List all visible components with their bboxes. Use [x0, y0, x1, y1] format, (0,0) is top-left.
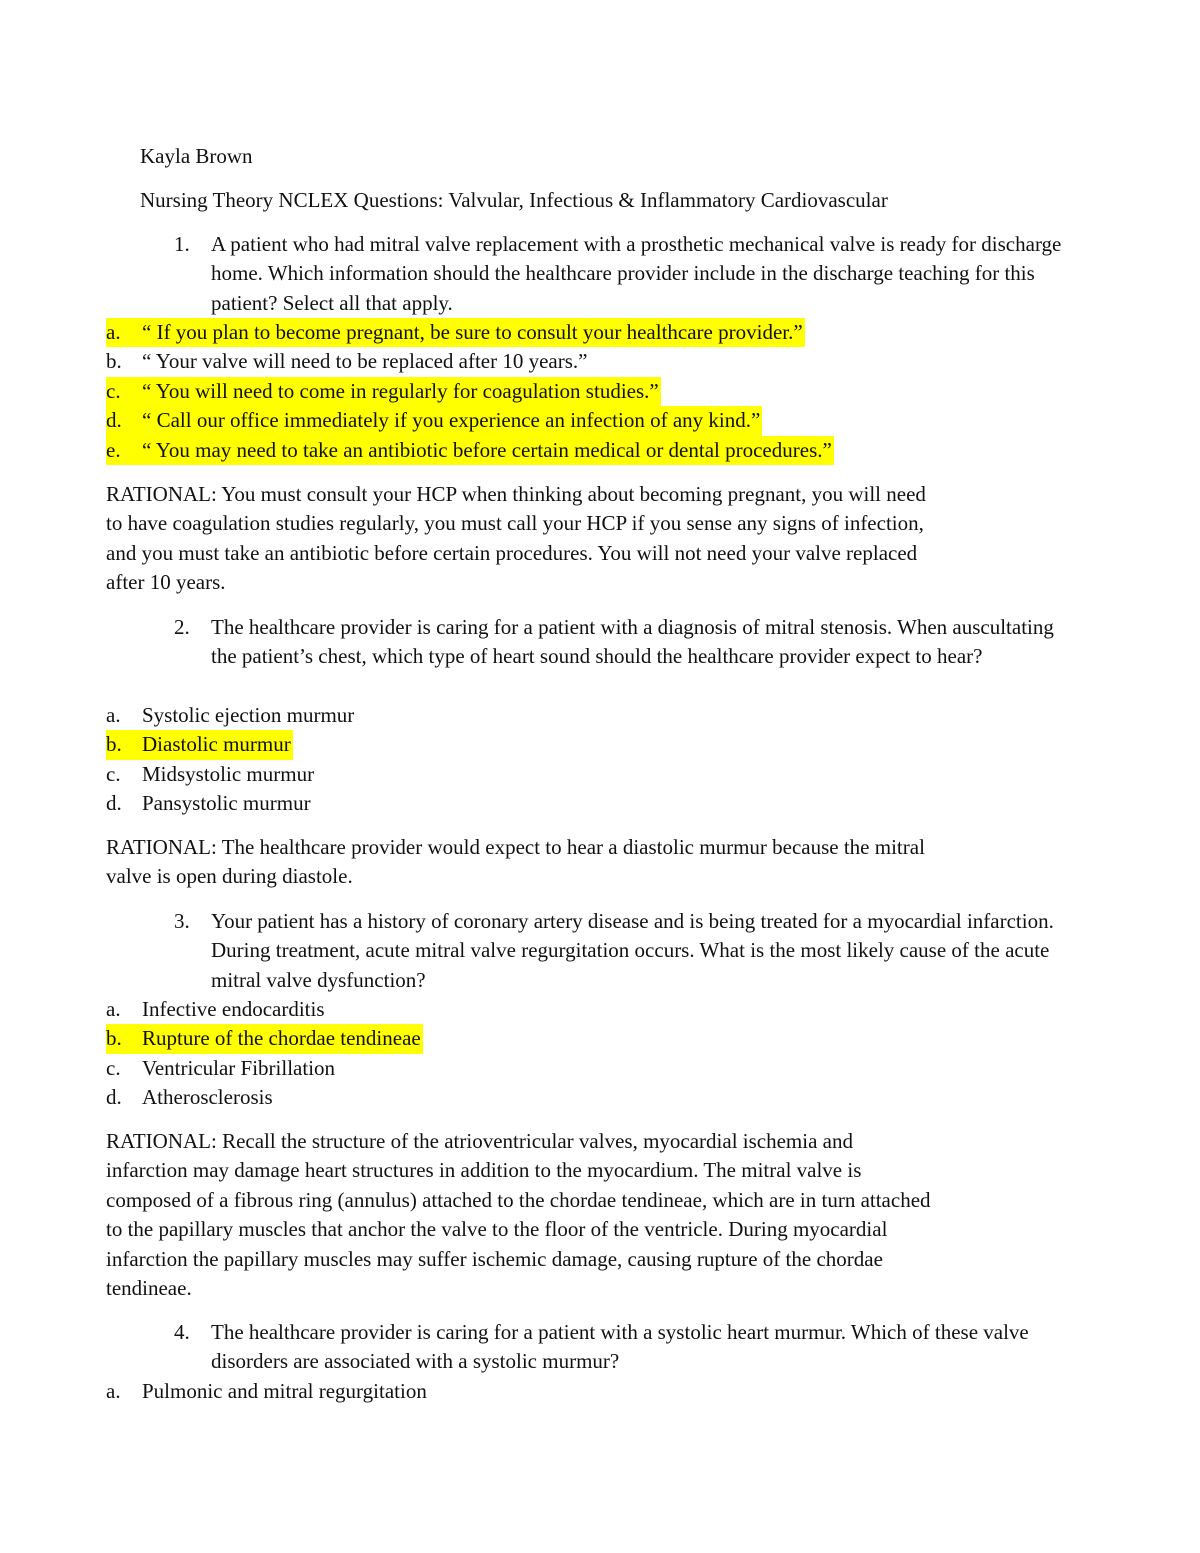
question-number: 1.: [174, 232, 190, 256]
question-text: The healthcare provider is caring for a patient with a diagnosis of mitral stenosis. When auscultating the patient’s chest, which type of heart sound should the healthcare provider expect to hear?: [211, 615, 1054, 669]
option-text: “ Call our office immediately if you experience an infection of any kind.”: [142, 406, 762, 435]
question-3-options: [106, 995, 966, 1113]
question-4-options: [106, 1377, 966, 1406]
option-text: Rupture of the chordae tendineae: [142, 1024, 423, 1053]
question-2-rationale: RATIONAL: The healthcare provider would expect to hear a diastolic murmur because the mitral valve is open during diastole.: [106, 835, 925, 889]
option-text: Diastolic murmur: [142, 730, 293, 759]
option-item: [106, 1377, 966, 1406]
option-item: [106, 347, 966, 376]
option-item: [106, 730, 966, 759]
option-item: [106, 1083, 966, 1112]
question-4: [140, 1318, 1070, 1378]
option-letter: b.: [106, 730, 146, 759]
option-text: Atherosclerosis: [142, 1085, 273, 1110]
option-text: “ Your valve will need to be replaced after 10 years.”: [142, 349, 588, 374]
option-item: [106, 1054, 966, 1083]
option-letter: b.: [106, 349, 122, 374]
question-2-options: [106, 701, 966, 819]
option-item: [106, 789, 966, 818]
option-text: “ You may need to take an antibiotic before certain medical or dental procedures.”: [142, 436, 834, 465]
option-item: [106, 436, 966, 465]
option-item: [106, 760, 966, 789]
option-letter: c.: [106, 761, 121, 786]
option-text: “ You will need to come in regularly for coagulation studies.”: [142, 377, 661, 406]
question-1-rationale: RATIONAL: You must consult your HCP when thinking about becoming pregnant, you will need to have coagulation studies regularly, you must call your HCP if you sense any signs of infection, and you must take an antibiotic before certain procedures. You will not need your valve replaced after 10 years.: [106, 482, 926, 595]
option-letter: c.: [106, 1055, 121, 1080]
question-3-rationale: RATIONAL: Recall the structure of the atrioventricular valves, myocardial ischemia and infarction may damage heart structures in addition to the myocardium. The mitral valve is composed of a fibrous ring (annulus) attached to the chordae tendineae, which are in turn attached to the papillary muscles that anchor the valve to the floor of the ventricle. During myocardial infarction the papillary muscles may suffer ischemic damage, causing rupture of the chordae tendineae.: [106, 1129, 931, 1301]
option-letter: a.: [106, 318, 145, 347]
option-letter: b.: [106, 1024, 146, 1053]
author-name: Kayla Brown: [140, 144, 253, 168]
option-text: Pulmonic and mitral regurgitation: [142, 1379, 427, 1403]
option-letter: d.: [106, 1085, 122, 1110]
option-letter: e.: [106, 436, 145, 465]
question-text: A patient who had mitral valve replacement with a prosthetic mechanical valve is ready for discharge home. Which information should the healthcare provider include in the discharge teaching for this patient? Select all that apply.: [211, 232, 1062, 315]
option-item: [106, 1024, 966, 1053]
question-2: [140, 613, 1070, 703]
option-letter: c.: [106, 377, 145, 406]
option-text: Systolic ejection murmur: [142, 703, 355, 727]
option-item: [106, 318, 966, 347]
option-text: “ If you plan to become pregnant, be sure to consult your healthcare provider.”: [142, 318, 805, 347]
question-number: 4.: [174, 1320, 190, 1344]
option-letter: a.: [106, 703, 121, 727]
question-3: [140, 907, 1070, 997]
option-item: [106, 377, 966, 406]
option-text: Pansystolic murmur: [142, 791, 311, 816]
option-letter: d.: [106, 791, 122, 816]
question-number: 3.: [174, 909, 190, 933]
option-letter: d.: [106, 406, 146, 435]
option-text: Infective endocarditis: [142, 997, 325, 1021]
option-item: [106, 701, 966, 730]
document-title: Nursing Theory NCLEX Questions: Valvular, Infectious & Inflammatory Cardiovascular: [140, 188, 888, 212]
option-item: [106, 995, 966, 1024]
option-text: Ventricular Fibrillation: [142, 1055, 336, 1080]
option-letter: a.: [106, 997, 121, 1021]
question-text: The healthcare provider is caring for a patient with a systolic heart murmur. Which of these valve disorders are associated with a systolic murmur?: [211, 1320, 1029, 1374]
question-text: Your patient has a history of coronary artery disease and is being treated for a myocardial infarction. During treatment, acute mitral valve regurgitation occurs. What is the most likely cause of the acute mitral valve dysfunction?: [211, 909, 1054, 992]
option-letter: a.: [106, 1379, 121, 1403]
option-item: [106, 406, 966, 435]
question-number: 2.: [174, 615, 190, 639]
question-1-options: [106, 318, 966, 465]
option-text: Midsystolic murmur: [142, 761, 315, 786]
